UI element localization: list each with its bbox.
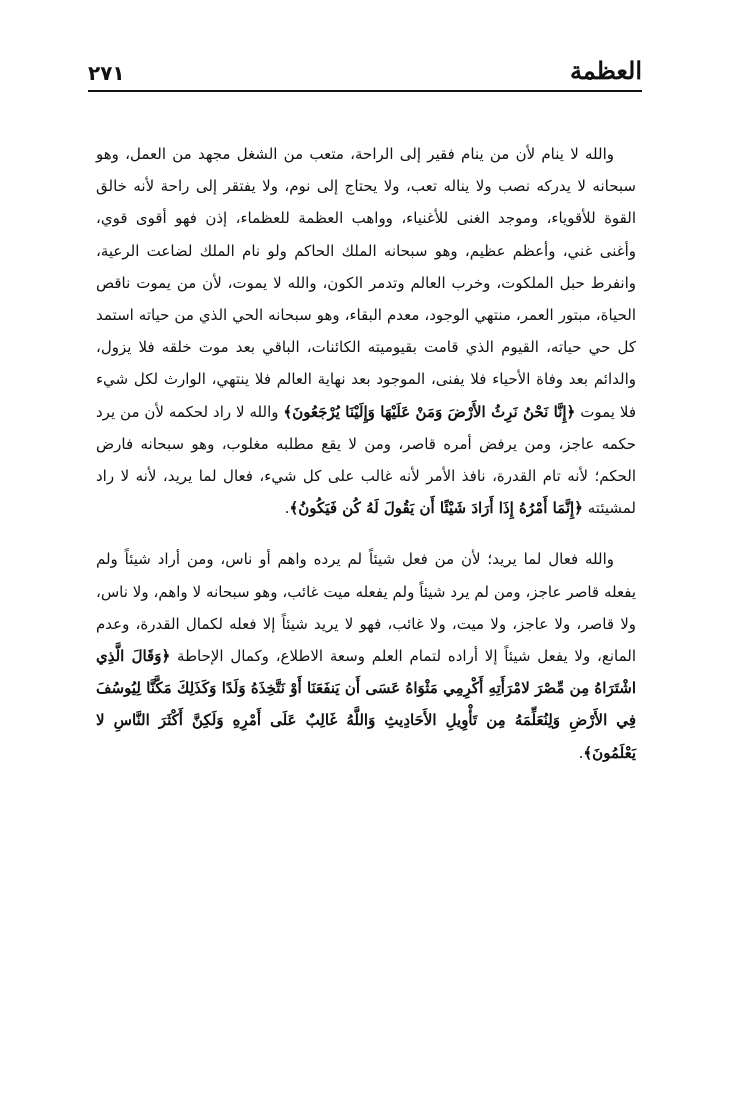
text-segment: والله فعال لما يريد؛ لأن من فعل شيئاً لم يرده واهم أو ناس، ومن أراد شيئاً ولم يفعله قاصر عاجز، ومن لم يرد شيئاً ولم يفعله ميت غائب، وهو سبحانه لا واهم، ولا ناس، ولا قاصر، ولا عاجز، ولا ميت، ولا غائب، فهو لا يريد شيئاً إلا فعله لكمال القدرة، وعدم المانع، ولا يفعل شيئاً إلا أراده لتمام العلم وسعة الاطلاع، وكمال الإحاطة bbox=[96, 550, 636, 666]
text-segment: . bbox=[284, 499, 290, 518]
text-segment: والله لا راد لحكمه لأن من يرد حكمه عاجز، ومن يرفض أمره قاصر، ومن لا يقع مطلبه مغلوب، وهو سبحانه فارض الحكم؛ لأنه تام القدرة، نافذ الأمر لأنه غالب على كل شيء، فعال لما يريد، لأنه لا راد لمشيئته bbox=[96, 402, 636, 518]
paragraph-1 bbox=[96, 138, 636, 524]
text-segment: والله لا ينام لأن من ينام فقير إلى الراحة، متعب من الشغل مجهد من العمل، وهو سبحانه لا يدركه نصب ولا يناله تعب، ولا يحتاج إلى نوم، ولا يفتقر إلى راحة لأنه خالق القوة للأقوياء، وموجد الغنى للأغنياء، وواهب العظمة للعظماء، إذن فهو أقوى قوي، وأغنى غني، وأعظم عظيم، وهو سبحانه الملك الحاكم ولو نام الملك لضاعت الرعية، وانفرط حبل الملكوت، وخرب العالم وتدمر الكون، والله لا يموت، لأن من يموت ناقص الحياة، مبتور العمر، منتهي الوجود، معدم البقاء، وهو سبحانه الحي الذي من حياته استمد كل حي حياته، القيوم الذي قامت بقيوميته الكائنات، الباقي بعد موت خلقه فلا يزول، والدائم بعد وفاة الأحياء فلا يفنى، الموجود بعد نهاية العالم فلا ينتهي، الوارث لكل شيء فلا يموت bbox=[96, 145, 636, 421]
quran-verse: ﴿إِنَّمَا أَمْرُهُ إِذَا أَرَادَ شَيْئًا أَن يَقُولَ لَهُ كُن فَيَكُونُ﴾ bbox=[289, 499, 583, 518]
body-text bbox=[96, 138, 636, 769]
paragraph-2 bbox=[96, 543, 636, 768]
page-number: ٢٧١ bbox=[88, 61, 125, 85]
quran-verse: ﴿وَقَالَ الَّذِي اشْتَرَاهُ مِن مِّصْرَ لامْرَأَتِهِ أَكْرِمِي مَثْوَاهُ عَسَى أَن يَنفَعَنَا أَوْ نَتَّخِذَهُ وَلَدًا وَكَذَلِكَ مَكَّنَّا لِيُوسُفَ فِي الأَرْضِ وَلِنُعَلِّمَهُ مِن تَأْوِيلِ الأَحَادِيثِ وَاللَّهُ غَالِبٌ عَلَى أَمْرِهِ وَلَكِنَّ أَكْثَرَ النَّاسِ لا يَعْلَمُونَ﴾ bbox=[96, 647, 636, 762]
quran-verse: ﴿إِنَّا نَحْنُ نَرِثُ الأَرْضَ وَمَنْ عَلَيْهَا وَإِلَيْنَا يُرْجَعُونَ﴾ bbox=[283, 402, 576, 421]
page-header bbox=[88, 54, 642, 96]
text-segment: . bbox=[578, 743, 584, 762]
header-rule bbox=[88, 90, 642, 92]
running-title: العظمة bbox=[570, 56, 642, 85]
